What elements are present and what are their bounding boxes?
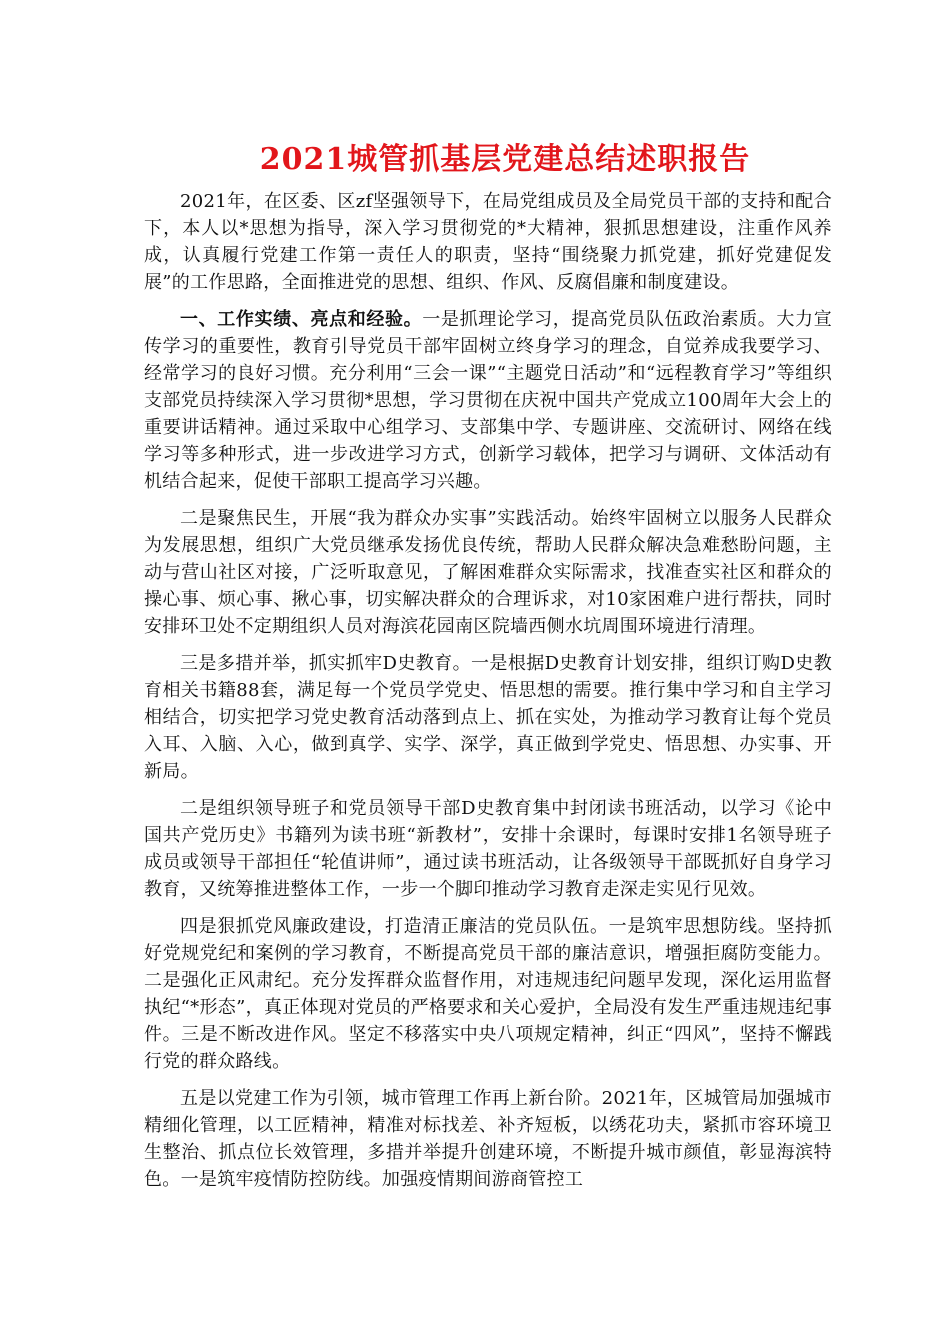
paragraph-intro: [144, 188, 832, 296]
section-heading: 一、工作实绩、亮点和经验。: [180, 309, 423, 330]
paragraph-text: 四是狠抓党风廉政建设，打造清正廉洁的党员队伍。一是筑牢思想防线。坚持抓好党规党纪和案例的学习教育，不断提高党员干部的廉洁意识，增强拒腐防变能力。二是强化正风肃纪。充分发挥群众监督作用，对违规违纪问题早发现，深化运用监督执纪“*形态”，真正体现对党员的严格要求和关心爱护，全局没有发生严重违规违纪事件。三是不断改进作风。坚定不移落实中央八项规定精神，纠正“四风”，坚持不懈践行党的群众路线。: [144, 916, 832, 1072]
paragraph-city-management: [144, 1085, 832, 1193]
paragraph-text: 一是抓理论学习，提高党员队伍政治素质。大力宣传学习的重要性，教育引导党员干部牢固树立终身学习的理念，自觉养成我要学习、经常学习的良好习惯。充分利用“三会一课”“主题党日活动”和“远程教育学习”等组织支部党员持续深入学习贯彻*思想，学习贯彻在庆祝中国共产党成立100周年大会上的重要讲话精神。通过采取中心组学习、支部集中学、专题讲座、交流研讨、网络在线学习等多种形式，进一步改进学习方式，创新学习载体，把学习与调研、文体活动有机结合起来，促使干部职工提高学习兴趣。: [144, 309, 832, 492]
document-title: 2021城管抓基层党建总结述职报告: [259, 142, 751, 177]
paragraph-text: 五是以党建工作为引领，城市管理工作再上新台阶。2021年，区城管局加强城市精细化管理，以工匠精神，精准对标找差、补齐短板，以绣花功夫，紧抓市容环境卫生整治、抓点位长效管理，多措并举提升创建环境，不断提升城市颜值，彰显海滨特色。一是筑牢疫情防控防线。加强疫情期间游商管控工: [144, 1088, 832, 1190]
paragraph-history-education: [144, 650, 832, 785]
paragraph-text: 二是聚焦民生，开展“我为群众办实事”实践活动。始终牢固树立以服务人民群众为发展思想，组织广大党员继承发扬优良传统，帮助人民群众解决急难愁盼问题，主动与营山社区对接，广泛听取意见，了解困难群众实际需求，找准查实社区和群众的操心事、烦心事、揪心事，切实解决群众的合理诉求，对10家困难户进行帮扶，同时安排环卫处不定期组织人员对海滨花园南区院墙西侧水坑周围环境进行清理。: [144, 508, 832, 637]
document-body: [144, 188, 832, 1203]
paragraph-text: 三是多措并举，抓实抓牢D史教育。一是根据D史教育计划安排，组织订购D史教育相关书籍88套，满足每一个党员学党史、悟思想的需要。推行集中学习和自主学习相结合，切实把学习党史教育活动落到点上、抓在实处，为推动学习教育让每个党员入耳、入脑、入心，做到真学、实学、深学，真正做到学党史、悟思想、办实事、开新局。: [144, 653, 832, 782]
paragraph-reading-class: [144, 795, 832, 903]
paragraph-text: 2021年，在区委、区zf坚强领导下，在局党组成员及全局党员干部的支持和配合下，本人以*思想为指导，深入学习贯彻党的*大精神，狠抓思想建设，注重作风养成，认真履行党建工作第一责任人的职责，坚持“围绕聚力抓党建，抓好党建促发展”的工作思路，全面推进党的思想、组织、作风、反腐倡廉和制度建设。: [144, 191, 832, 293]
paragraph-section-1: [144, 306, 832, 495]
paragraph-text: 二是组织领导班子和党员领导干部D史教育集中封闭读书班活动，以学习《论中国共产党历史》书籍列为读书班“新教材”，安排十余课时，每课时安排1名领导班子成员或领导干部担任“轮值讲师”，通过读书班活动，让各级领导干部既抓好自身学习教育，又统筹推进整体工作，一步一个脚印推动学习教育走深走实见行见效。: [144, 798, 832, 900]
paragraph-integrity: [144, 913, 832, 1075]
paragraph-people-livelihood: [144, 505, 832, 640]
